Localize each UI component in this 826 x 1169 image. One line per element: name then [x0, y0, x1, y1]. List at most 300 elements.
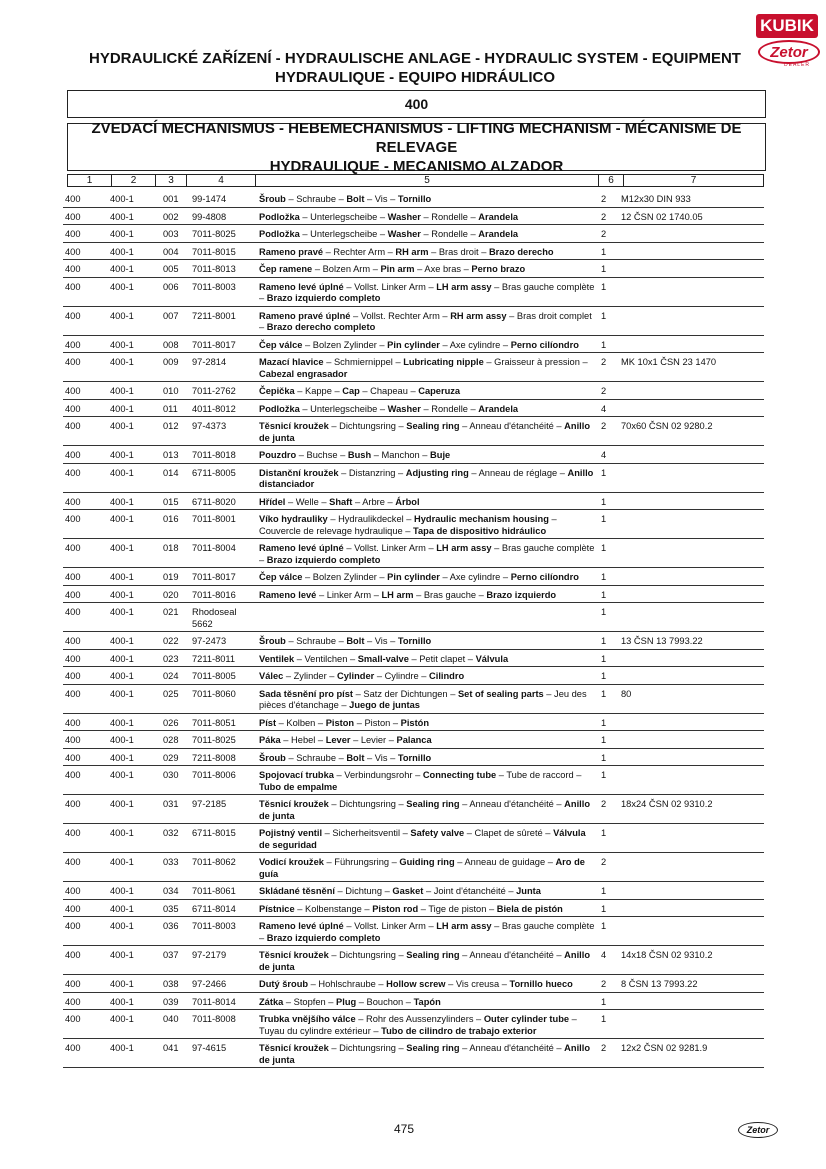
cell-subgroup: 400-1: [110, 671, 134, 681]
cell-note: [621, 735, 761, 747]
cell-subgroup: 400-1: [110, 903, 134, 914]
cell-group: 400: [65, 421, 81, 431]
desc-english: Small-valve: [357, 653, 409, 664]
desc-german: – Buchse –: [296, 450, 348, 460]
cell-note: [621, 671, 761, 683]
cell-note: 13 ČSN 13 7993.22: [621, 636, 703, 646]
cell-part-number: 7011-8014: [192, 996, 236, 1007]
table-row: [63, 1010, 764, 1039]
cell-group: 400: [65, 828, 81, 838]
desc-czech: Šroub: [259, 194, 286, 204]
desc-english: Plug: [336, 996, 357, 1007]
cell-quantity: 1: [601, 246, 607, 257]
desc-spanish: Brazo derecho completo: [266, 322, 376, 332]
desc-german: – Schraube –: [285, 752, 347, 763]
cell-description: [259, 689, 599, 712]
kubik-logo: KUBIK: [756, 14, 818, 38]
cell-subgroup: 400-1: [110, 357, 134, 367]
desc-english: Guiding ring: [399, 857, 455, 867]
desc-czech: Mazací hlavice: [259, 357, 324, 367]
table-row: [63, 417, 764, 446]
cell-description: [259, 607, 599, 630]
cell-subgroup: 400-1: [110, 996, 134, 1007]
desc-czech: Trubka vnějšího válce: [259, 1014, 356, 1024]
cell-subgroup: 400-1: [110, 752, 134, 763]
cell-quantity: 1: [601, 653, 607, 664]
cell-description: [259, 212, 599, 224]
cell-description: [259, 357, 599, 380]
desc-french: – Axe cylindre –: [439, 572, 511, 582]
table-row: [63, 278, 764, 307]
desc-german: – Schraube –: [285, 194, 347, 204]
cell-quantity: 1: [601, 752, 607, 763]
cell-group: 400: [65, 450, 81, 460]
cell-group: 400: [65, 857, 81, 867]
desc-french: – Clapet de sûreté –: [464, 828, 554, 838]
cell-description: [259, 229, 599, 241]
cell-part-number: 97-2814: [192, 357, 227, 367]
desc-czech: Dutý šroub: [259, 979, 309, 989]
parts-table: [63, 190, 764, 1068]
cell-part-number: 7011-8062: [192, 857, 236, 867]
cell-subgroup: 400-1: [110, 770, 134, 780]
cell-quantity: 1: [601, 514, 607, 524]
cell-description: [259, 543, 599, 566]
cell-part-number: 7011-8051: [192, 717, 236, 728]
desc-french: – Anneau de réglage –: [468, 467, 568, 478]
desc-german: – Kappe –: [294, 386, 343, 396]
cell-quantity: 1: [601, 339, 607, 350]
desc-german: – Unterlegscheibe –: [299, 403, 388, 414]
desc-spanish: Anillo de junta: [259, 1043, 590, 1065]
cell-description: [259, 735, 599, 747]
table-row: [63, 714, 764, 732]
desc-czech: Těsnicí kroužek: [259, 950, 329, 960]
column-header: [67, 174, 764, 187]
cell-group: 400: [65, 607, 81, 617]
desc-spanish: Aro de guía: [259, 857, 585, 879]
cell-group: 400: [65, 717, 81, 728]
desc-english: Sealing ring: [406, 799, 460, 809]
desc-english: Bolt: [346, 636, 365, 646]
cell-quantity: 1: [601, 717, 607, 728]
cell-position: 018: [163, 543, 179, 553]
desc-czech: Podložka: [259, 211, 300, 222]
desc-czech: Distanční kroužek: [259, 467, 339, 478]
cell-position: 023: [163, 653, 179, 664]
desc-spanish: Brazo izquierdo completo: [266, 932, 381, 943]
desc-french: – Graisseur à pression –: [483, 357, 588, 367]
desc-czech: Rameno levé úplné: [259, 921, 344, 931]
cell-note: [621, 247, 761, 259]
cell-quantity: 4: [601, 403, 607, 414]
table-row: [63, 795, 764, 824]
cell-part-number: 7011-8003: [192, 921, 236, 931]
desc-german: – Hydraulikdeckel –: [327, 514, 415, 524]
desc-english: Lever: [325, 735, 351, 745]
cell-note: 12x2 ČSN 02 9281.9: [621, 1043, 708, 1053]
cell-description: [259, 340, 599, 352]
cell-part-number: 97-2179: [192, 950, 227, 960]
cell-note: 80: [621, 688, 632, 699]
cell-part-number: 7211-8011: [192, 653, 236, 664]
desc-english: Pin cylinder: [387, 339, 440, 350]
cell-quantity: 1: [601, 467, 607, 478]
desc-spanish: Cabezal engrasador: [259, 368, 348, 379]
desc-english: Cap: [342, 386, 360, 396]
cell-description: [259, 572, 599, 584]
desc-english: Pin arm: [380, 264, 415, 274]
cell-position: 002: [163, 211, 179, 222]
desc-german: – Führungsring –: [323, 857, 400, 867]
cell-position: 032: [163, 828, 179, 838]
cell-position: 019: [163, 572, 179, 582]
desc-german: – Stopfen –: [283, 996, 337, 1007]
cell-note: [621, 921, 761, 944]
desc-french: – Bras gauche complète –: [259, 281, 595, 303]
desc-spanish: Buje: [430, 450, 451, 460]
desc-spanish: Perno brazo: [471, 264, 526, 274]
zetor-logo-subtext: DEALER: [784, 62, 811, 68]
desc-spanish: Biela de pistón: [496, 903, 563, 914]
cell-part-number: 7011-8017: [192, 572, 236, 582]
cell-part-number: 97-4373: [192, 421, 227, 431]
cell-description: [259, 404, 599, 416]
table-row: [63, 446, 764, 464]
desc-english: RH arm: [395, 246, 429, 257]
desc-czech: Zátka: [259, 996, 284, 1007]
cell-quantity: 2: [601, 211, 607, 222]
cell-quantity: 1: [601, 996, 607, 1007]
page-number: 475: [394, 1122, 415, 1136]
cell-note: [621, 607, 761, 630]
desc-english: Hollow screw: [386, 979, 446, 989]
cell-group: 400: [65, 310, 81, 321]
desc-english: Bush: [347, 450, 372, 460]
desc-english: Sealing ring: [406, 950, 460, 960]
desc-english: Washer: [387, 229, 421, 239]
cell-group: 400: [65, 543, 81, 553]
cell-quantity: 2: [601, 979, 607, 989]
desc-french: – Bras droit complet –: [259, 310, 592, 332]
cell-position: 011: [163, 403, 178, 414]
desc-czech: Rameno levé: [259, 589, 317, 600]
cell-description: [259, 386, 599, 398]
cell-note: [621, 282, 761, 305]
column-header-5: 5: [256, 175, 599, 186]
desc-spanish: Válvula: [475, 653, 509, 664]
column-header-4: 4: [187, 175, 256, 186]
desc-french: – Petit clapet –: [408, 653, 476, 664]
cell-group: 400: [65, 653, 81, 664]
desc-french: – Vis –: [364, 194, 398, 204]
desc-english: Hydraulic mechanism housing: [414, 514, 549, 524]
desc-french: – Axe cylindre –: [439, 339, 511, 350]
cell-description: [259, 497, 599, 509]
cell-subgroup: 400-1: [110, 735, 134, 745]
cell-quantity: 1: [601, 886, 607, 896]
cell-description: [259, 1043, 599, 1066]
cell-quantity: 2: [601, 229, 607, 239]
table-row: [63, 667, 764, 685]
cell-subgroup: 400-1: [110, 339, 134, 350]
table-row: [63, 1039, 764, 1068]
desc-spanish: Tubo de cilindro de trabajo exterior: [381, 1025, 537, 1036]
desc-czech: Těsnicí kroužek: [259, 1043, 329, 1053]
desc-german: – Kolben –: [276, 717, 326, 728]
desc-czech: Sada těsnění pro píst: [259, 688, 354, 699]
cell-subgroup: 400-1: [110, 264, 134, 274]
cell-subgroup: 400-1: [110, 421, 134, 431]
desc-czech: Čepička: [259, 386, 295, 396]
cell-subgroup: 400-1: [110, 589, 134, 600]
desc-french: – Bras gauche –: [413, 589, 487, 600]
cell-group: 400: [65, 264, 81, 274]
desc-french: – Cylindre –: [374, 671, 430, 681]
desc-german: – Sicherheitsventil –: [322, 828, 411, 838]
cell-note: [621, 264, 761, 276]
desc-english: LH arm assy: [436, 921, 492, 931]
desc-czech: Těsnicí kroužek: [259, 421, 329, 431]
desc-english: Washer: [387, 211, 421, 222]
cell-group: 400: [65, 735, 81, 745]
cell-part-number: 6711-8015: [192, 828, 236, 838]
column-header-3: 3: [156, 175, 187, 186]
table-row: [63, 400, 764, 418]
cell-quantity: 2: [601, 421, 607, 431]
desc-spanish: Tapa de dispositivo hidráulico: [413, 525, 547, 536]
cell-position: 016: [163, 514, 179, 524]
cell-group: 400: [65, 572, 81, 582]
desc-german: – Vollst. Linker Arm –: [343, 281, 437, 292]
cell-description: [259, 468, 599, 491]
desc-spanish: Anillo de junta: [259, 950, 590, 972]
desc-french: – Vis creusa –: [445, 979, 510, 989]
table-row: [63, 824, 764, 853]
cell-note: 18x24 ČSN 02 9310.2: [621, 799, 713, 809]
cell-subgroup: 400-1: [110, 636, 134, 646]
desc-german: – Unterlegscheibe –: [299, 211, 388, 222]
desc-czech: Pístnice: [259, 903, 295, 914]
table-row: [63, 586, 764, 604]
desc-czech: Ventilek: [259, 653, 295, 664]
cell-description: [259, 264, 599, 276]
desc-czech: Rameno levé úplné: [259, 543, 344, 553]
table-row: [63, 208, 764, 226]
desc-spanish: Anillo de junta: [259, 421, 590, 443]
desc-spanish: Anillo distanciador: [259, 467, 594, 489]
cell-subgroup: 400-1: [110, 886, 134, 896]
cell-description: [259, 450, 599, 462]
table-row: [63, 539, 764, 568]
table-row: [63, 382, 764, 400]
desc-english: Pin cylinder: [387, 572, 440, 582]
desc-german: – Rohr des Aussenzylinders –: [355, 1014, 484, 1024]
desc-czech: Šroub: [259, 752, 286, 763]
cell-part-number: 6711-8014: [192, 903, 236, 914]
table-row: [63, 353, 764, 382]
desc-french: – Chapeau –: [359, 386, 419, 396]
desc-spanish: Caperuza: [418, 386, 461, 396]
cell-note: [621, 404, 761, 416]
desc-german: – Unterlegscheibe –: [299, 229, 388, 239]
cell-quantity: 1: [601, 921, 607, 931]
desc-czech: Rameno pravé: [259, 246, 324, 257]
desc-german: – Dichtungsring –: [328, 799, 407, 809]
desc-french: – Anneau d'étanchéité –: [459, 421, 565, 431]
cell-quantity: 1: [601, 607, 607, 617]
desc-spanish: Perno cilíondro: [510, 572, 579, 582]
cell-group: 400: [65, 386, 81, 396]
desc-spanish: Tornillo: [397, 636, 432, 646]
desc-german: – Bolzen Zylinder –: [302, 339, 388, 350]
desc-german: – Verbindungsrohr –: [333, 770, 423, 780]
desc-german: – Satz der Dichtungen –: [353, 688, 458, 699]
desc-czech: Podložka: [259, 229, 300, 239]
desc-english: LH arm: [381, 589, 414, 600]
table-row: [63, 917, 764, 946]
cell-subgroup: 400-1: [110, 799, 134, 809]
desc-french: – Bras droit –: [428, 246, 489, 257]
cell-note: [621, 654, 761, 666]
cell-position: 039: [163, 996, 179, 1007]
desc-german: – Bolzen Arm –: [312, 264, 381, 274]
cell-description: [259, 590, 599, 602]
cell-part-number: 99-4808: [192, 211, 227, 222]
cell-position: 006: [163, 281, 179, 292]
cell-subgroup: 400-1: [110, 828, 134, 838]
desc-german: – Zylinder –: [283, 671, 338, 681]
cell-quantity: 4: [601, 950, 607, 960]
cell-group: 400: [65, 229, 81, 239]
table-row: [63, 190, 764, 208]
cell-note: [621, 1014, 761, 1037]
cell-quantity: 2: [601, 1043, 607, 1053]
cell-subgroup: 400-1: [110, 921, 134, 931]
desc-german: – Bolzen Zylinder –: [302, 572, 388, 582]
desc-french: – Tube de raccord –: [496, 770, 582, 780]
cell-part-number: 7011-8004: [192, 543, 236, 553]
cell-group: 400: [65, 467, 81, 478]
desc-english: Bolt: [346, 194, 365, 204]
page-title-line1: HYDRAULICKÉ ZAŘÍZENÍ - HYDRAULISCHE ANLAGE - HYDRAULIC SYSTEM - EQUIPMENT: [89, 50, 741, 67]
cell-position: 021: [163, 607, 179, 617]
table-row: [63, 260, 764, 278]
desc-english: Lubricating nipple: [403, 357, 484, 367]
cell-part-number: 7211-8008: [192, 752, 236, 763]
cell-description: [259, 753, 599, 765]
desc-german: – Schraube –: [285, 636, 347, 646]
desc-spanish: Tubo de empalme: [259, 781, 338, 792]
desc-czech: Spojovací trubka: [259, 770, 334, 780]
cell-position: 024: [163, 671, 179, 681]
cell-position: 013: [163, 450, 179, 460]
desc-spanish: Arandela: [478, 229, 519, 239]
cell-group: 400: [65, 996, 81, 1007]
desc-english: Piston: [325, 717, 355, 728]
cell-part-number: 7011-8018: [192, 450, 236, 460]
cell-subgroup: 400-1: [110, 688, 134, 699]
desc-czech: Šroub: [259, 636, 286, 646]
cell-description: [259, 770, 599, 793]
desc-spanish: Brazo izquierdo completo: [266, 293, 381, 303]
cell-note: [621, 450, 761, 462]
cell-position: 008: [163, 339, 179, 350]
desc-german: – Welle –: [285, 496, 330, 507]
cell-description: [259, 828, 599, 851]
desc-german: – Linker Arm –: [316, 589, 382, 600]
desc-spanish: Válvula de seguridad: [259, 828, 586, 850]
desc-german: – Distanzring –: [338, 467, 406, 478]
cell-position: 015: [163, 496, 179, 507]
desc-czech: Čep válce: [259, 339, 303, 350]
desc-english: Sealing ring: [406, 421, 460, 431]
cell-part-number: 7011-8025: [192, 735, 236, 745]
cell-description: [259, 904, 599, 916]
cell-group: 400: [65, 357, 81, 367]
cell-part-number: 7011-8017: [192, 339, 236, 350]
cell-position: 025: [163, 688, 179, 699]
desc-german: – Hohlschraube –: [308, 979, 387, 989]
desc-czech: Píst: [259, 717, 277, 728]
cell-part-number: 7011-2762: [192, 386, 236, 396]
desc-spanish: Arandela: [478, 211, 519, 222]
cell-group: 400: [65, 799, 81, 809]
cell-quantity: 1: [601, 264, 607, 274]
cell-note: [621, 886, 761, 898]
desc-french: – Tuyau du cylindre extérieur –: [259, 1014, 577, 1036]
cell-quantity: 4: [601, 450, 607, 460]
cell-group: 400: [65, 903, 81, 914]
cell-quantity: 1: [601, 572, 607, 582]
table-row: [63, 225, 764, 243]
desc-french: – Vis –: [364, 636, 398, 646]
cell-description: [259, 654, 599, 666]
table-row: [63, 975, 764, 993]
cell-subgroup: 400-1: [110, 246, 134, 257]
desc-spanish: Tapón: [413, 996, 441, 1007]
cell-subgroup: 400-1: [110, 950, 134, 960]
cell-subgroup: 400-1: [110, 386, 134, 396]
cell-group: 400: [65, 979, 81, 989]
cell-description: [259, 671, 599, 683]
cell-note: [621, 514, 761, 537]
page-title-line2: HYDRAULIQUE - EQUIPO HIDRÁULICO: [274, 69, 555, 86]
cell-description: [259, 886, 599, 898]
cell-position: 005: [163, 264, 179, 274]
cell-description: [259, 997, 599, 1009]
cell-group: 400: [65, 194, 81, 204]
cell-note: [621, 311, 761, 334]
desc-english: Piston rod: [372, 903, 419, 914]
desc-spanish: Perno cilíondro: [510, 339, 579, 350]
cell-note: [621, 468, 761, 491]
desc-spanish: Tornillo: [397, 752, 432, 763]
desc-french: – Arbre –: [352, 496, 396, 507]
desc-french: – Anneau d'étanchéité –: [459, 1043, 565, 1053]
desc-english: LH arm assy: [436, 281, 492, 292]
desc-english: Sealing ring: [406, 1043, 460, 1053]
cell-position: 033: [163, 857, 179, 867]
cell-description: [259, 921, 599, 944]
cell-quantity: 1: [601, 1014, 607, 1024]
cell-group: 400: [65, 1014, 81, 1024]
cell-quantity: 1: [601, 281, 607, 292]
cell-description: [259, 1014, 599, 1037]
cell-note: 8 ČSN 13 7993.22: [621, 979, 698, 989]
cell-quantity: 1: [601, 770, 607, 780]
desc-german: – Vollst. Rechter Arm –: [350, 310, 451, 321]
